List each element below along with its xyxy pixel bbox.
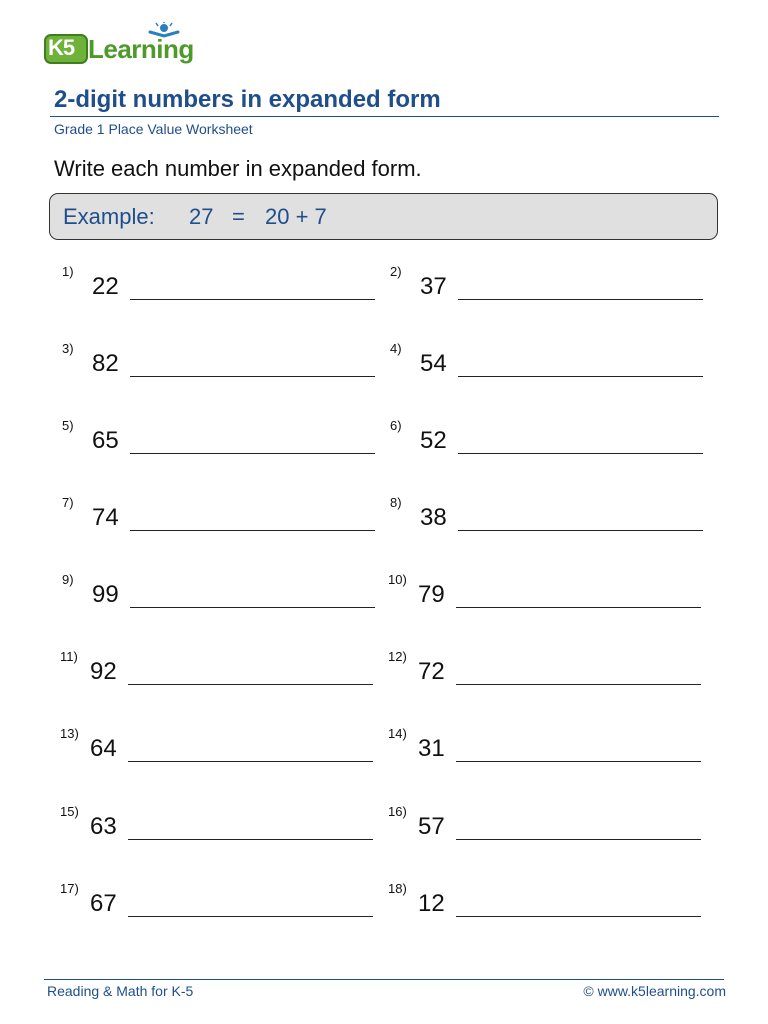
problem-item: [388, 647, 708, 687]
answer-line[interactable]: [456, 761, 701, 762]
problem-number: 12): [388, 649, 407, 664]
person-icon: [144, 22, 184, 44]
example-box: [49, 193, 718, 240]
problem-value: 31: [418, 735, 445, 762]
problem-value: 37: [420, 273, 447, 300]
problem-number: 8): [390, 495, 402, 510]
problem-item: [62, 262, 382, 302]
problem-value: 57: [418, 813, 445, 840]
problem-value: 12: [418, 890, 445, 917]
problem-number: 11): [60, 649, 78, 664]
answer-line[interactable]: [130, 607, 375, 608]
problem-value: 64: [90, 735, 117, 762]
problem-item: [388, 724, 708, 764]
answer-line[interactable]: [458, 376, 703, 377]
problem-number: 13): [60, 726, 79, 741]
example-answer: 20 + 7: [265, 204, 327, 229]
answer-line[interactable]: [456, 839, 701, 840]
footer-website[interactable]: © www.k5learning.com: [583, 983, 726, 999]
problem-value: 65: [92, 427, 119, 454]
problem-number: 4): [390, 341, 402, 356]
example-number: 27: [189, 204, 214, 229]
problem-value: 74: [92, 504, 119, 531]
problem-number: 3): [62, 341, 74, 356]
footer-divider: [44, 979, 724, 980]
problem-item: [388, 570, 708, 610]
problem-item: [390, 493, 710, 533]
answer-line[interactable]: [130, 299, 375, 300]
problem-item: [390, 416, 710, 456]
answer-line[interactable]: [128, 916, 373, 917]
problem-item: [390, 339, 710, 379]
problem-value: 79: [418, 581, 445, 608]
answer-line[interactable]: [458, 453, 703, 454]
problem-value: 92: [90, 658, 117, 685]
problem-number: 7): [62, 495, 74, 510]
problem-number: 2): [390, 264, 402, 279]
answer-line[interactable]: [458, 299, 703, 300]
logo-word: Learning: [88, 34, 194, 64]
answer-line[interactable]: [456, 607, 701, 608]
example-label: Example:: [63, 204, 155, 229]
problem-number: 6): [390, 418, 402, 433]
logo-mark: K5: [48, 35, 75, 60]
problem-item: [390, 262, 710, 302]
page-title: 2-digit numbers in expanded form: [54, 86, 441, 113]
header-divider: [50, 116, 719, 117]
problem-number: 18): [388, 881, 407, 896]
problem-item: [60, 647, 380, 687]
answer-line[interactable]: [456, 684, 701, 685]
problem-value: 67: [90, 890, 117, 917]
problem-number: 17): [60, 881, 79, 896]
problem-item: [62, 339, 382, 379]
problem-number: 9): [62, 572, 74, 587]
answer-line[interactable]: [128, 684, 373, 685]
problem-number: 15): [60, 804, 79, 819]
problem-value: 72: [418, 658, 445, 685]
problem-number: 5): [62, 418, 74, 433]
example-equals: =: [232, 204, 245, 229]
problem-item: [60, 802, 380, 842]
problem-value: 54: [420, 350, 447, 377]
answer-line[interactable]: [130, 376, 375, 377]
problem-value: 63: [90, 813, 117, 840]
problem-item: [60, 724, 380, 764]
problem-value: 52: [420, 427, 447, 454]
problem-number: 16): [388, 804, 407, 819]
answer-line[interactable]: [130, 453, 375, 454]
problem-number: 10): [388, 572, 407, 587]
answer-line[interactable]: [456, 916, 701, 917]
problem-value: 99: [92, 581, 119, 608]
problem-item: [62, 493, 382, 533]
problem-number: 1): [62, 264, 74, 279]
problem-item: [388, 879, 708, 919]
problem-value: 82: [92, 350, 119, 377]
problem-item: [60, 879, 380, 919]
problem-item: [62, 570, 382, 610]
k5-learning-logo: [44, 22, 204, 68]
answer-line[interactable]: [130, 530, 375, 531]
instructions: Write each number in expanded form.: [54, 156, 422, 181]
problem-item: [388, 802, 708, 842]
problem-value: 38: [420, 504, 447, 531]
problem-item: [62, 416, 382, 456]
problem-value: 22: [92, 273, 119, 300]
answer-line[interactable]: [128, 839, 373, 840]
answer-line[interactable]: [128, 761, 373, 762]
answer-line[interactable]: [458, 530, 703, 531]
page-subtitle: Grade 1 Place Value Worksheet: [54, 121, 253, 137]
footer-tagline: Reading & Math for K-5: [47, 983, 194, 999]
problem-number: 14): [388, 726, 407, 741]
